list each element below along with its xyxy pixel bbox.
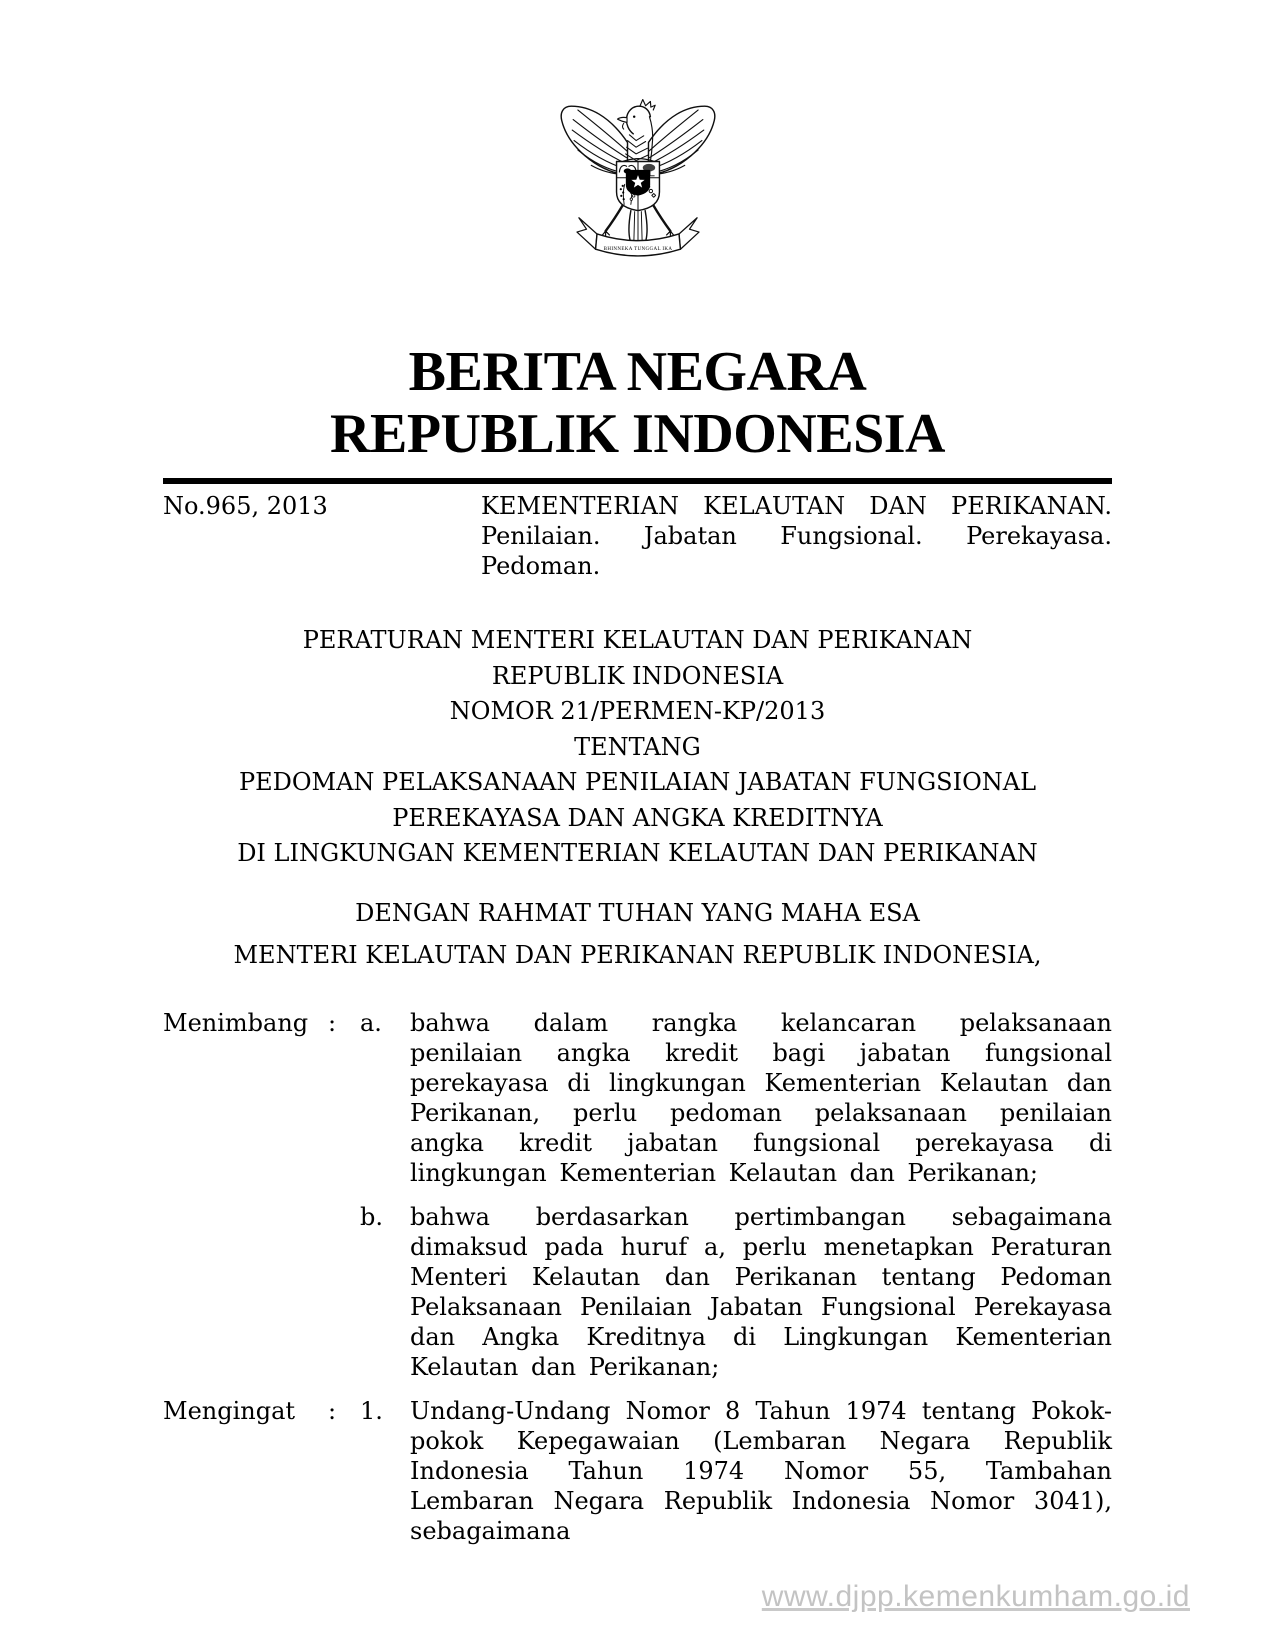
preamble-line: DENGAN RAHMAT TUHAN YANG MAHA ESA [355,898,920,927]
gazette-masthead [163,341,1112,465]
item-marker: b. [360,1202,383,1231]
citing-colon: : [328,1396,337,1425]
considering-clause-a [163,1008,1112,1188]
title-line: PEDOMAN PELAKSANAAN PENILAIAN JABATAN FUNGSIONAL [238,768,1037,796]
title-line: REPUBLIK INDONESIA [491,661,784,690]
citing-label: Mengingat [163,1396,296,1425]
gazette-subject-line: KEMENTERIAN KELAUTAN DAN PERIKANAN. [481,492,1112,520]
item-marker: 1. [360,1396,383,1425]
title-line: PEREKAYASA DAN ANGKA KREDITNYA [392,803,883,832]
item-text: bahwa berdasarkan pertimbangan sebagaimana dimaksud pada huruf a, perlu menetapkan Peraturan Menteri Kelautan dan Perikanan tentang Pedoman Pelaksanaan Penilaian Jabatan Fungsional Perekayasa dan Angka Kreditnya di Lingkungan Kementerian Kelautan dan Perikanan; [410,1202,1112,1381]
title-line: PERATURAN MENTERI KELAUTAN DAN PERIKANAN [302,626,973,654]
pancasila-shield [616,162,659,211]
title-line: TENTANG [574,732,701,761]
preamble-block [163,892,1112,976]
masthead-divider-rule [163,478,1112,484]
garuda-pancasila-emblem [552,90,724,295]
garuda-pancasila-icon [552,90,724,295]
item-marker: a. [360,1008,382,1037]
considering-colon: : [328,1008,337,1037]
title-line: DI LINGKUNGAN KEMENTERIAN KELAUTAN DAN PERIKANAN [237,839,1038,867]
masthead-line-2: REPUBLIK INDONESIA [330,403,945,465]
considering-label: Menimbang [163,1008,309,1037]
considering-clause-b [163,1202,1112,1382]
djpp-watermark: www.djpp.kemenkumham.go.id [761,1580,1190,1613]
clauses-section [163,1008,1112,1546]
gazette-subject-line: Penilaian. Jabatan Fungsional. Perekayasa. [481,522,1112,550]
gazette-number: No.965, 2013 [163,492,328,520]
masthead-line-1: BERITA NEGARA [408,341,867,403]
preamble-line: MENTERI KELAUTAN DAN PERIKANAN REPUBLIK INDONESIA, [233,940,1042,969]
gazette-subject-line: Pedoman. [481,552,601,580]
item-text: bahwa dalam rangka kelancaran pelaksanaan penilaian angka kredit bagi jabatan fungsional perekayasa di lingkungan Kementerian Kelautan dan Perikanan, perlu pedoman pelaksanaan penilaian angka kredit jabatan fungsional perekayasa di lingkungan Kementerian Kelautan dan Perikanan; [410,1008,1112,1187]
motto-text: BHINNEKA TUNGGAL IKA [603,247,672,253]
citing-clause-1 [163,1396,1112,1546]
eagle-head [617,100,655,162]
gazette-subject [481,491,1112,581]
title-line: NOMOR 21/PERMEN-KP/2013 [449,697,826,725]
item-text: Undang-Undang Nomor 8 Tahun 1974 tentang Pokok-pokok Kepegawaian (Lembaran Negara Republik Indonesia Tahun 1974 Nomor 55, Tambahan Lembaran Negara Republik Indonesia Nomor 3041), sebagaimana [410,1396,1112,1545]
gazette-header-row [163,491,1112,581]
regulation-title-block [163,623,1112,872]
